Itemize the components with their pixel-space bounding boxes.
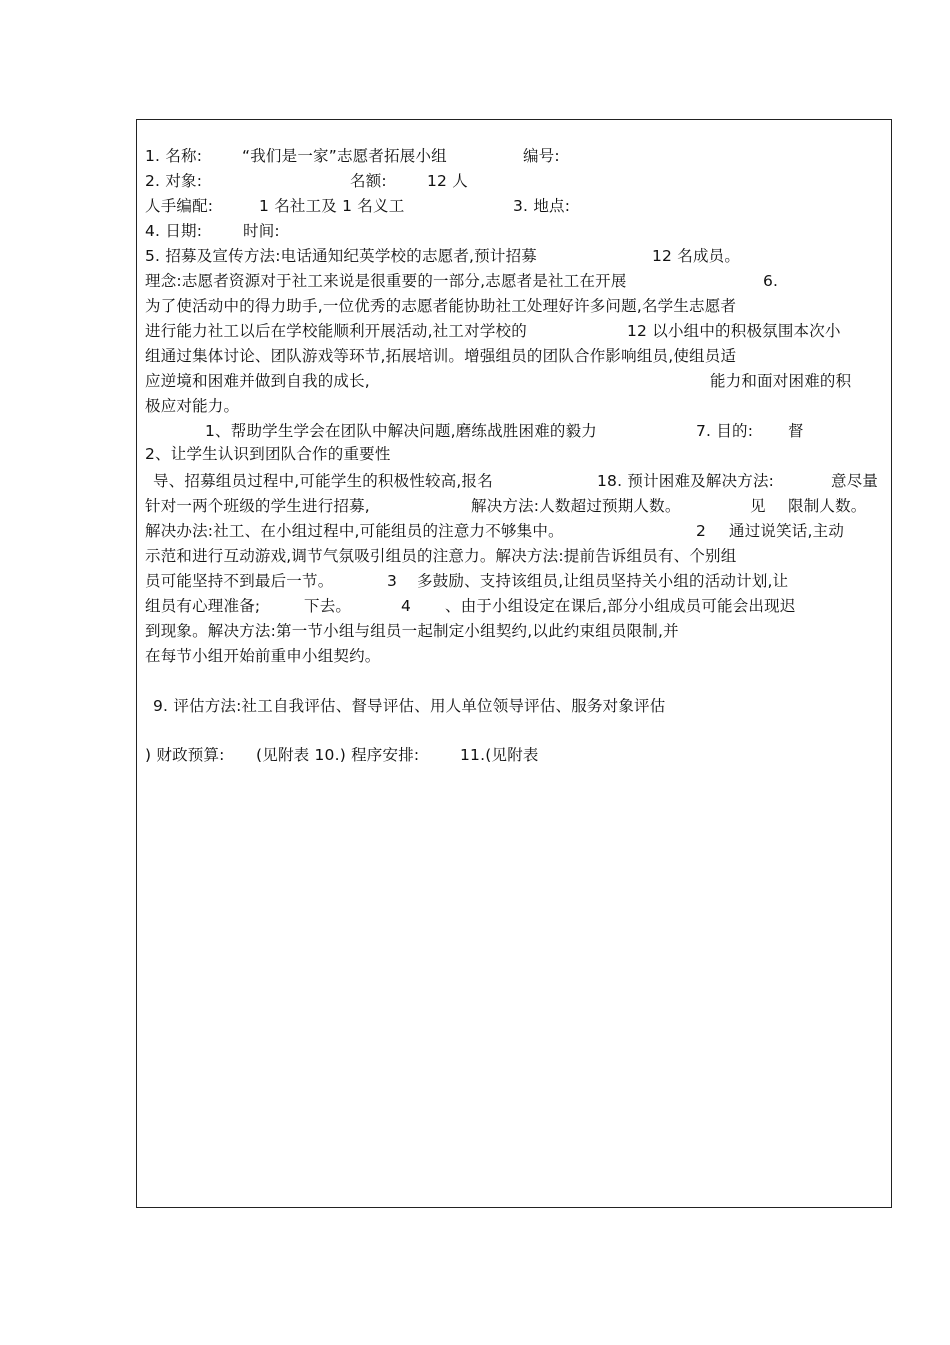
- objective-item-1: 1、帮助学生学会在团队中解决问题,磨练战胜困难的毅力: [205, 422, 597, 440]
- budget-label: ) 财政预算:: [145, 746, 225, 764]
- body-text-line: 12 以小组中的积极氛围本次小: [627, 322, 841, 340]
- body-text-line: 通过说笑话,主动: [729, 522, 845, 540]
- budget-value: (见附表 10.) 程序安排:: [256, 746, 420, 764]
- objective-label: 7. 目的:: [696, 422, 754, 440]
- program-value: 11.(见附表: [460, 746, 539, 764]
- body-text-line: 限制人数。: [788, 497, 867, 515]
- target-label: 2. 对象:: [145, 172, 203, 190]
- body-text-line: 3: [387, 572, 398, 590]
- body-text-line: 2: [696, 522, 707, 540]
- body-text-line: 组员有心理准备;: [145, 597, 261, 615]
- location-label: 3. 地点:: [513, 197, 571, 215]
- rationale-text: 理念:志愿者资源对于社工来说是很重要的一部分,志愿者是社工在开展: [145, 272, 627, 290]
- time-label: 时间:: [243, 222, 280, 240]
- group-name: “我们是一家”志愿者拓展小组: [242, 147, 447, 165]
- name-label: 1. 名称:: [145, 147, 203, 165]
- body-text-line: 进行能力社工以后在学校能顺利开展活动,社工对学校的: [145, 322, 527, 340]
- body-text-line: 导、招募组员过程中,可能学生的积极性较高,报名: [153, 472, 493, 490]
- number-label: 编号:: [523, 147, 560, 165]
- body-text-line: 意尽量: [831, 472, 879, 490]
- body-text-line: 到现象。解决方法:第一节小组与组员一起制定小组契约,以此约束组员限制,并: [145, 622, 679, 640]
- body-text-line: 针对一两个班级的学生进行招募,: [145, 497, 370, 515]
- body-text-line: 在每节小组开始前重申小组契约。: [145, 647, 381, 665]
- staffing-label: 人手编配:: [145, 197, 214, 215]
- objective-item-2: 2、让学生认识到团队合作的重要性: [145, 445, 391, 463]
- section-number-6: 6.: [763, 272, 779, 290]
- body-text-line: 组通过集体讨论、团队游戏等环节,拓展培训。增强组员的团队合作影响组员,使组员适: [145, 347, 737, 365]
- body-text-line: 员可能坚持不到最后一节。: [145, 572, 334, 590]
- quota-value: 12 人: [427, 172, 468, 190]
- quota-label: 名额:: [350, 172, 387, 190]
- recruitment-count: 12 名成员。: [652, 247, 741, 265]
- body-text-line: 督: [788, 422, 804, 440]
- body-text-line: 示范和进行互动游戏,调节气氛吸引组员的注意力。解决方法:提前告诉组员有、个别组: [145, 547, 737, 565]
- staffing-value: 1 名社工及 1 名义工: [259, 197, 405, 215]
- body-text-line: 为了使活动中的得力助手,一位优秀的志愿者能协助社工处理好许多问题,名学生志愿者: [145, 297, 737, 315]
- body-text-line: 4: [401, 597, 412, 615]
- body-text-line: 应逆境和困难并做到自我的成长,: [145, 372, 370, 390]
- evaluation-line: 9. 评估方法:社工自我评估、督导评估、用人单位领导评估、服务对象评估: [153, 697, 666, 715]
- body-text-line: 极应对能力。: [145, 397, 240, 415]
- body-text-line: 多鼓励、支持该组员,让组员坚持关小组的活动计划,让: [417, 572, 789, 590]
- recruitment-text: 5. 招募及宣传方法:电话通知纪英学校的志愿者,预计招募: [145, 247, 537, 265]
- body-text-line: 能力和面对困难的积: [710, 372, 852, 390]
- date-label: 4. 日期:: [145, 222, 203, 240]
- body-text-line: 见: [750, 497, 766, 515]
- body-text-line: 、由于小组设定在课后,部分小组成员可能会出现迟: [445, 597, 796, 615]
- body-text-line: 下去。: [304, 597, 352, 615]
- body-text-line: 解决办法:社工、在小组过程中,可能组员的注意力不够集中。: [145, 522, 564, 540]
- difficulties-label: 18. 预计困难及解决方法:: [597, 472, 775, 490]
- body-text-line: 解决方法:人数超过预期人数。: [471, 497, 681, 515]
